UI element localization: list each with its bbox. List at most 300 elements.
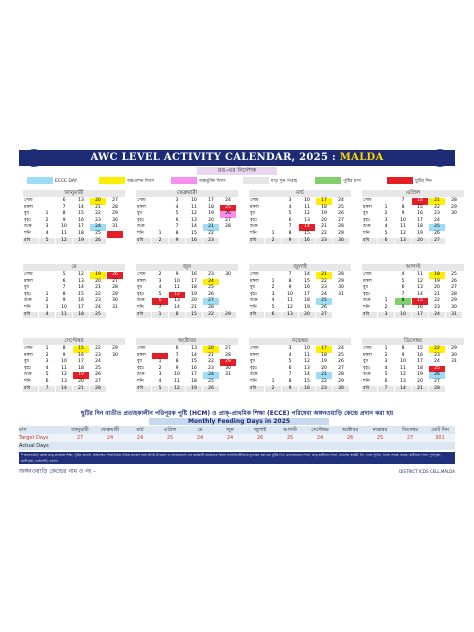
date-cell: 30 [333,386,350,393]
date-cell: 4 [152,285,169,292]
date-cell: 29 [220,312,237,319]
date-cell: 4 [395,272,412,279]
date-cell: 26 [429,372,446,379]
date-cell: 23 [429,211,446,218]
date-cell: 13 [395,238,412,245]
date-cell [265,346,282,353]
weekday-label: মঙ্গল [362,279,378,286]
date-cell: 17 [73,359,90,366]
weekday-label: শনি [136,379,152,386]
date-cell: 23 [203,238,220,245]
date-cell: 10 [395,218,412,225]
date-cell: 21 [412,386,429,393]
date-cell: 22 [429,205,446,212]
date-cell: 3 [282,346,299,353]
feeding-cell: আগস্ট [275,426,305,434]
date-cell [107,231,124,238]
date-cell: 28 [107,205,124,212]
date-cell: 6 [152,298,169,305]
month-grid [249,272,351,318]
date-cell: 1 [39,211,56,218]
weekday-label: বৃহঃ [23,292,39,299]
date-cell: 1 [378,346,395,353]
date-cell: 3 [169,198,186,205]
legend-item [27,177,77,185]
weekday-label: বৃহঃ [23,218,39,225]
date-cell: 27 [333,218,350,225]
date-cell: 31 [446,359,463,366]
weekday-label: রবি [23,312,39,319]
date-cell: 24 [203,279,220,286]
weekday-label: বুধ [362,359,378,366]
weekday-label: শুক্র [249,372,265,379]
weekday-label: বৃহঃ [136,366,152,373]
weekday-label: রবি [136,386,152,393]
date-cell: 20 [203,346,220,353]
date-cell: 13 [56,379,73,386]
date-cell: 24 [316,292,333,299]
date-cell: 14 [299,272,316,279]
date-cell: 16 [412,211,429,218]
month-block [23,190,125,244]
date-cell: 16 [73,298,90,305]
date-cell: 2 [378,353,395,360]
feeding-cell: মার্চ [125,426,155,434]
date-cell: 16 [412,353,429,360]
date-cell: 2 [152,238,169,245]
date-cell: 13 [186,218,203,225]
date-cell: 30 [107,353,124,360]
month-title: ফেব্রুয়ারী [136,190,238,197]
date-cell: 21 [73,386,90,393]
weekday-label: শুক্র [23,224,39,231]
date-cell: 1 [378,298,395,305]
date-cell [378,279,395,286]
legend-swatch [171,177,197,184]
weekday-label: সোম [249,198,265,205]
date-cell: 13 [299,218,316,225]
date-cell: 18 [73,312,90,319]
date-cell: 30 [220,272,237,279]
feeding-cell: ফেব্রুয়ারী [95,426,125,434]
date-cell: 9 [169,272,186,279]
date-cell: 3 [152,279,169,286]
weekday-label: শনি [249,379,265,386]
date-cell: 12 [56,372,73,379]
weekday-label: সোম [136,272,152,279]
month-grid [362,346,464,392]
date-cell: 3 [265,292,282,299]
feeding-cell: 24 [95,434,125,442]
date-cell: 8 [56,292,73,299]
date-cell: 14 [412,198,429,205]
date-cell [107,359,124,366]
weekday-label: রবি [136,312,152,319]
date-cell: 29 [446,205,463,212]
date-cell: 11 [56,231,73,238]
date-cell: 16 [186,366,203,373]
date-cell: 4 [39,312,56,319]
weekday-label: সোম [136,346,152,353]
date-cell: 14 [169,305,186,312]
weekday-label: শনি [249,231,265,238]
date-cell: 2 [39,218,56,225]
feeding-cell: জুলাই [245,426,275,434]
date-cell: 20 [203,218,220,225]
date-cell: 17 [316,346,333,353]
date-cell: 17 [412,359,429,366]
weekday-label: বুধ [362,285,378,292]
date-cell: 19 [429,279,446,286]
date-cell: 21 [429,292,446,299]
date-cell: 11 [395,366,412,373]
weekday-label: শুক্র [136,372,152,379]
date-cell: 23 [90,298,107,305]
weekday-label: শনি [362,231,378,238]
date-cell [446,218,463,225]
date-cell: 19 [186,292,203,299]
date-cell [39,198,56,205]
date-cell: 25 [90,312,107,319]
date-cell: 7 [282,272,299,279]
date-cell: 20 [90,279,107,286]
date-cell: 7 [152,305,169,312]
date-cell: 12 [73,272,90,279]
date-cell: 25 [446,272,463,279]
date-cell [446,238,463,245]
date-cell [265,211,282,218]
weekday-label: মঙ্গল [23,279,39,286]
date-cell: 4 [265,298,282,305]
date-cell: 25 [429,366,446,373]
month-title: জুন [136,264,238,271]
date-cell: 9 [395,211,412,218]
date-cell: 2 [378,211,395,218]
date-cell: 8 [169,312,186,319]
weekday-label: শনি [136,305,152,312]
date-cell: 22 [203,312,220,319]
date-cell: 3 [378,312,395,319]
feeding-cell: 301 [425,434,455,442]
date-cell: 4 [152,379,169,386]
feeding-cell [275,442,305,450]
date-cell [152,224,169,231]
date-cell: 8 [56,346,73,353]
feeding-cell: 27 [65,434,95,442]
date-cell: 9 [169,366,186,373]
date-cell: 11 [412,272,429,279]
date-cell: 18 [316,353,333,360]
date-cell: 20 [90,198,107,205]
date-cell: 8 [282,379,299,386]
date-cell: 27 [220,346,237,353]
date-cell: 31 [333,292,350,299]
weekday-label: মঙ্গল [362,353,378,360]
weekday-label: রবি [249,238,265,245]
weekday-label: সোম [23,346,39,353]
date-cell: 23 [203,366,220,373]
date-cell: 27 [316,312,333,319]
date-cell: 23 [203,272,220,279]
feeding-header-row [19,426,455,434]
date-cell: 22 [316,379,333,386]
legend-swatch [315,177,341,184]
date-cell: 2 [152,366,169,373]
date-cell: 22 [316,231,333,238]
date-cell: 14 [73,205,90,212]
date-cell: 9 [395,305,412,312]
month-title: নভেম্বর [249,338,351,345]
feeding-cell: 25 [275,434,305,442]
month-title: মার্চ [249,190,351,197]
date-cell: 5 [152,292,169,299]
weekday-label: রবি [23,238,39,245]
feeding-cell: মোট দিন [425,426,455,434]
weekday-label: শুক্র [362,372,378,379]
date-cell: 25 [220,205,237,212]
date-cell: 7 [378,386,395,393]
date-cell: 28 [220,353,237,360]
date-cell: 31 [220,372,237,379]
date-cell [107,366,124,373]
date-cell: 28 [333,372,350,379]
date-cell: 18 [412,366,429,373]
date-cell: 6 [169,218,186,225]
date-cell [446,379,463,386]
date-cell: 7 [395,292,412,299]
weekday-label: বৃহঃ [249,292,265,299]
weekday-label: সোম [23,272,39,279]
weekday-label: বুধ [362,211,378,218]
date-cell: 11 [282,298,299,305]
date-cell: 31 [446,312,463,319]
date-cell: 1 [152,312,169,319]
footnote: * অঙ্গনওয়াড়ি কেন্দ্রে প্রাক্-প্রাথমিক শিক্ষা, পুষ্টির সমতাই, স্বাস্থ্যসম্মত শিশুভিত্তিক বিভিন্ন কাজের সময় নির্দিষ্ট উপকরণ ও ব্যবহারযোগ্য এর কার্যকারী সমাধানের বিষয়ে ফ্যাসিলিটেটরদের মূল্যায়ন করা হয়। ছুটির দিন: গ্রামপঞ্চায়েত দিবস, প্রাক্-স্বাধীনতা দিবস, নেতাজি জয়ন্তী, ঈদ, দোল পূর্ণিমা, বাংলা নববর্ষ, মহরম, স্বাধীনতা দিবস, দুর্গাপূজা, কালীপূজা, ভাইফোঁটা, বড়দিন [19,452,455,464]
date-cell: 28 [203,305,220,312]
date-cell: 30 [107,218,124,225]
date-cell: 22 [90,211,107,218]
date-cell: 6 [169,346,186,353]
date-cell: 25 [333,353,350,360]
weekday-label: বুধ [249,285,265,292]
month-grid [136,346,238,392]
date-cell: 12 [169,292,186,299]
date-cell: 6 [395,285,412,292]
date-cell [220,298,237,305]
weekday-label: মঙ্গল [136,279,152,286]
weekday-label: শনি [23,379,39,386]
date-cell: 15 [412,205,429,212]
date-cell [378,285,395,292]
month-grid [136,198,238,244]
date-cell: 22 [203,231,220,238]
date-cell: 23 [316,238,333,245]
feeding-cell: Target Days [19,434,65,442]
date-cell: 9 [282,238,299,245]
weekday-label: সোম [249,272,265,279]
date-cell: 2 [265,238,282,245]
date-cell: 23 [90,353,107,360]
date-cell: 18 [203,205,220,212]
date-cell: 26 [107,272,124,279]
month-grid [136,272,238,318]
date-cell: 9 [169,238,186,245]
date-cell: 24 [333,346,350,353]
color-legend [19,177,455,187]
date-cell: 4 [378,224,395,231]
date-cell: 8 [169,231,186,238]
date-cell: 11 [186,205,203,212]
date-cell: 27 [446,285,463,292]
date-cell: 28 [333,224,350,231]
date-cell: 18 [316,205,333,212]
date-cell: 22 [316,279,333,286]
weekday-label: শুক্র [362,224,378,231]
centre-name-label: অঙ্গনওয়াড়ি কেন্দ্রের নাম ও নং - [19,468,96,475]
date-cell: 3 [39,224,56,231]
month-title: অক্টোবর [136,338,238,345]
feeding-cell: মে [185,426,215,434]
feeding-cell: জুন [215,426,245,434]
date-cell: 5 [378,372,395,379]
date-cell [378,272,395,279]
date-cell: 19 [73,372,90,379]
date-cell: 21 [316,372,333,379]
date-cell: 27 [107,198,124,205]
date-cell [152,198,169,205]
date-cell: 15 [73,346,90,353]
date-cell: 2 [378,305,395,312]
date-cell [265,198,282,205]
date-cell: 17 [186,372,203,379]
legend-label: অন্তর্ভুক্তি দিবস [199,179,226,184]
date-cell: 21 [316,224,333,231]
weekday-label: শুক্র [249,224,265,231]
weekday-label: শনি [249,305,265,312]
date-cell [107,386,124,393]
date-cell: 23 [316,285,333,292]
weekday-label: মঙ্গল [249,205,265,212]
weekday-label: রবি [249,386,265,393]
month-grid [23,198,125,244]
weekday-label: সোম [249,346,265,353]
date-cell: 15 [73,211,90,218]
weekday-label: রবি [362,386,378,393]
date-cell: 10 [169,279,186,286]
legend-title: রঙ-এর নির্দেশক [197,167,277,175]
date-cell: 20 [299,312,316,319]
date-cell: 10 [56,305,73,312]
month-grid [362,198,464,244]
date-cell: 30 [107,298,124,305]
date-cell: 19 [90,272,107,279]
weekday-label: বুধ [136,359,152,366]
date-cell: 30 [220,366,237,373]
date-cell: 17 [299,292,316,299]
date-cell: 7 [282,372,299,379]
feeding-cell: জানুয়ারী [65,426,95,434]
date-cell: 19 [299,305,316,312]
date-cell: 1 [39,346,56,353]
date-cell: 29 [107,292,124,299]
date-cell: 17 [203,198,220,205]
date-cell: 18 [73,366,90,373]
date-cell: 24 [90,359,107,366]
date-cell: 14 [56,386,73,393]
date-cell: 15 [73,292,90,299]
weekday-label: বুধ [23,211,39,218]
date-cell: 18 [73,231,90,238]
date-cell: 13 [395,379,412,386]
weekday-label: বৃহঃ [249,366,265,373]
month-title: জানুয়ারী [23,190,125,197]
date-cell: 8 [56,211,73,218]
weekday-label: রবি [362,238,378,245]
date-cell: 13 [186,346,203,353]
feeding-cell: মাস [19,426,65,434]
date-cell: 5 [282,211,299,218]
date-cell: 6 [282,366,299,373]
feeding-cell [335,442,365,450]
date-cell: 25 [90,231,107,238]
date-cell: 8 [395,205,412,212]
feeding-cell: সেপ্টেম্বর [305,426,335,434]
feeding-cell: নভেম্বর [365,426,395,434]
date-cell: 10 [299,346,316,353]
date-cell: 28 [90,386,107,393]
date-cell: 22 [90,346,107,353]
date-cell: 18 [186,379,203,386]
date-cell: 27 [429,379,446,386]
weekday-label: মঙ্গল [136,353,152,360]
date-cell: 8 [282,279,299,286]
date-cell: 9 [395,353,412,360]
date-cell: 14 [395,386,412,393]
date-cell: 1 [265,379,282,386]
weekday-label: সোম [136,198,152,205]
date-cell: 27 [90,379,107,386]
date-cell: 28 [220,224,237,231]
date-cell: 21 [203,224,220,231]
date-cell: 8 [169,359,186,366]
date-cell: 6 [282,218,299,225]
date-cell: 11 [56,312,73,319]
target-days-row [19,434,455,442]
date-cell [333,312,350,319]
date-cell: 16 [299,285,316,292]
weekday-label: সোম [362,198,378,205]
date-cell: 26 [90,372,107,379]
weekday-label: শুক্র [23,372,39,379]
date-cell: 4 [39,231,56,238]
date-cell: 10 [395,312,412,319]
date-cell: 29 [333,379,350,386]
date-cell: 27 [107,279,124,286]
weekday-label: শনি [136,231,152,238]
date-cell: 17 [73,305,90,312]
date-cell [265,224,282,231]
date-cell: 6 [56,198,73,205]
date-cell: 17 [412,312,429,319]
date-cell: 3 [282,198,299,205]
weekday-label: শনি [23,231,39,238]
legend-label: পুষ্টির মাস [343,179,361,184]
date-cell: 7 [169,224,186,231]
month-block [136,264,238,318]
date-cell: 6 [378,379,395,386]
date-cell [265,272,282,279]
date-cell [220,379,237,386]
